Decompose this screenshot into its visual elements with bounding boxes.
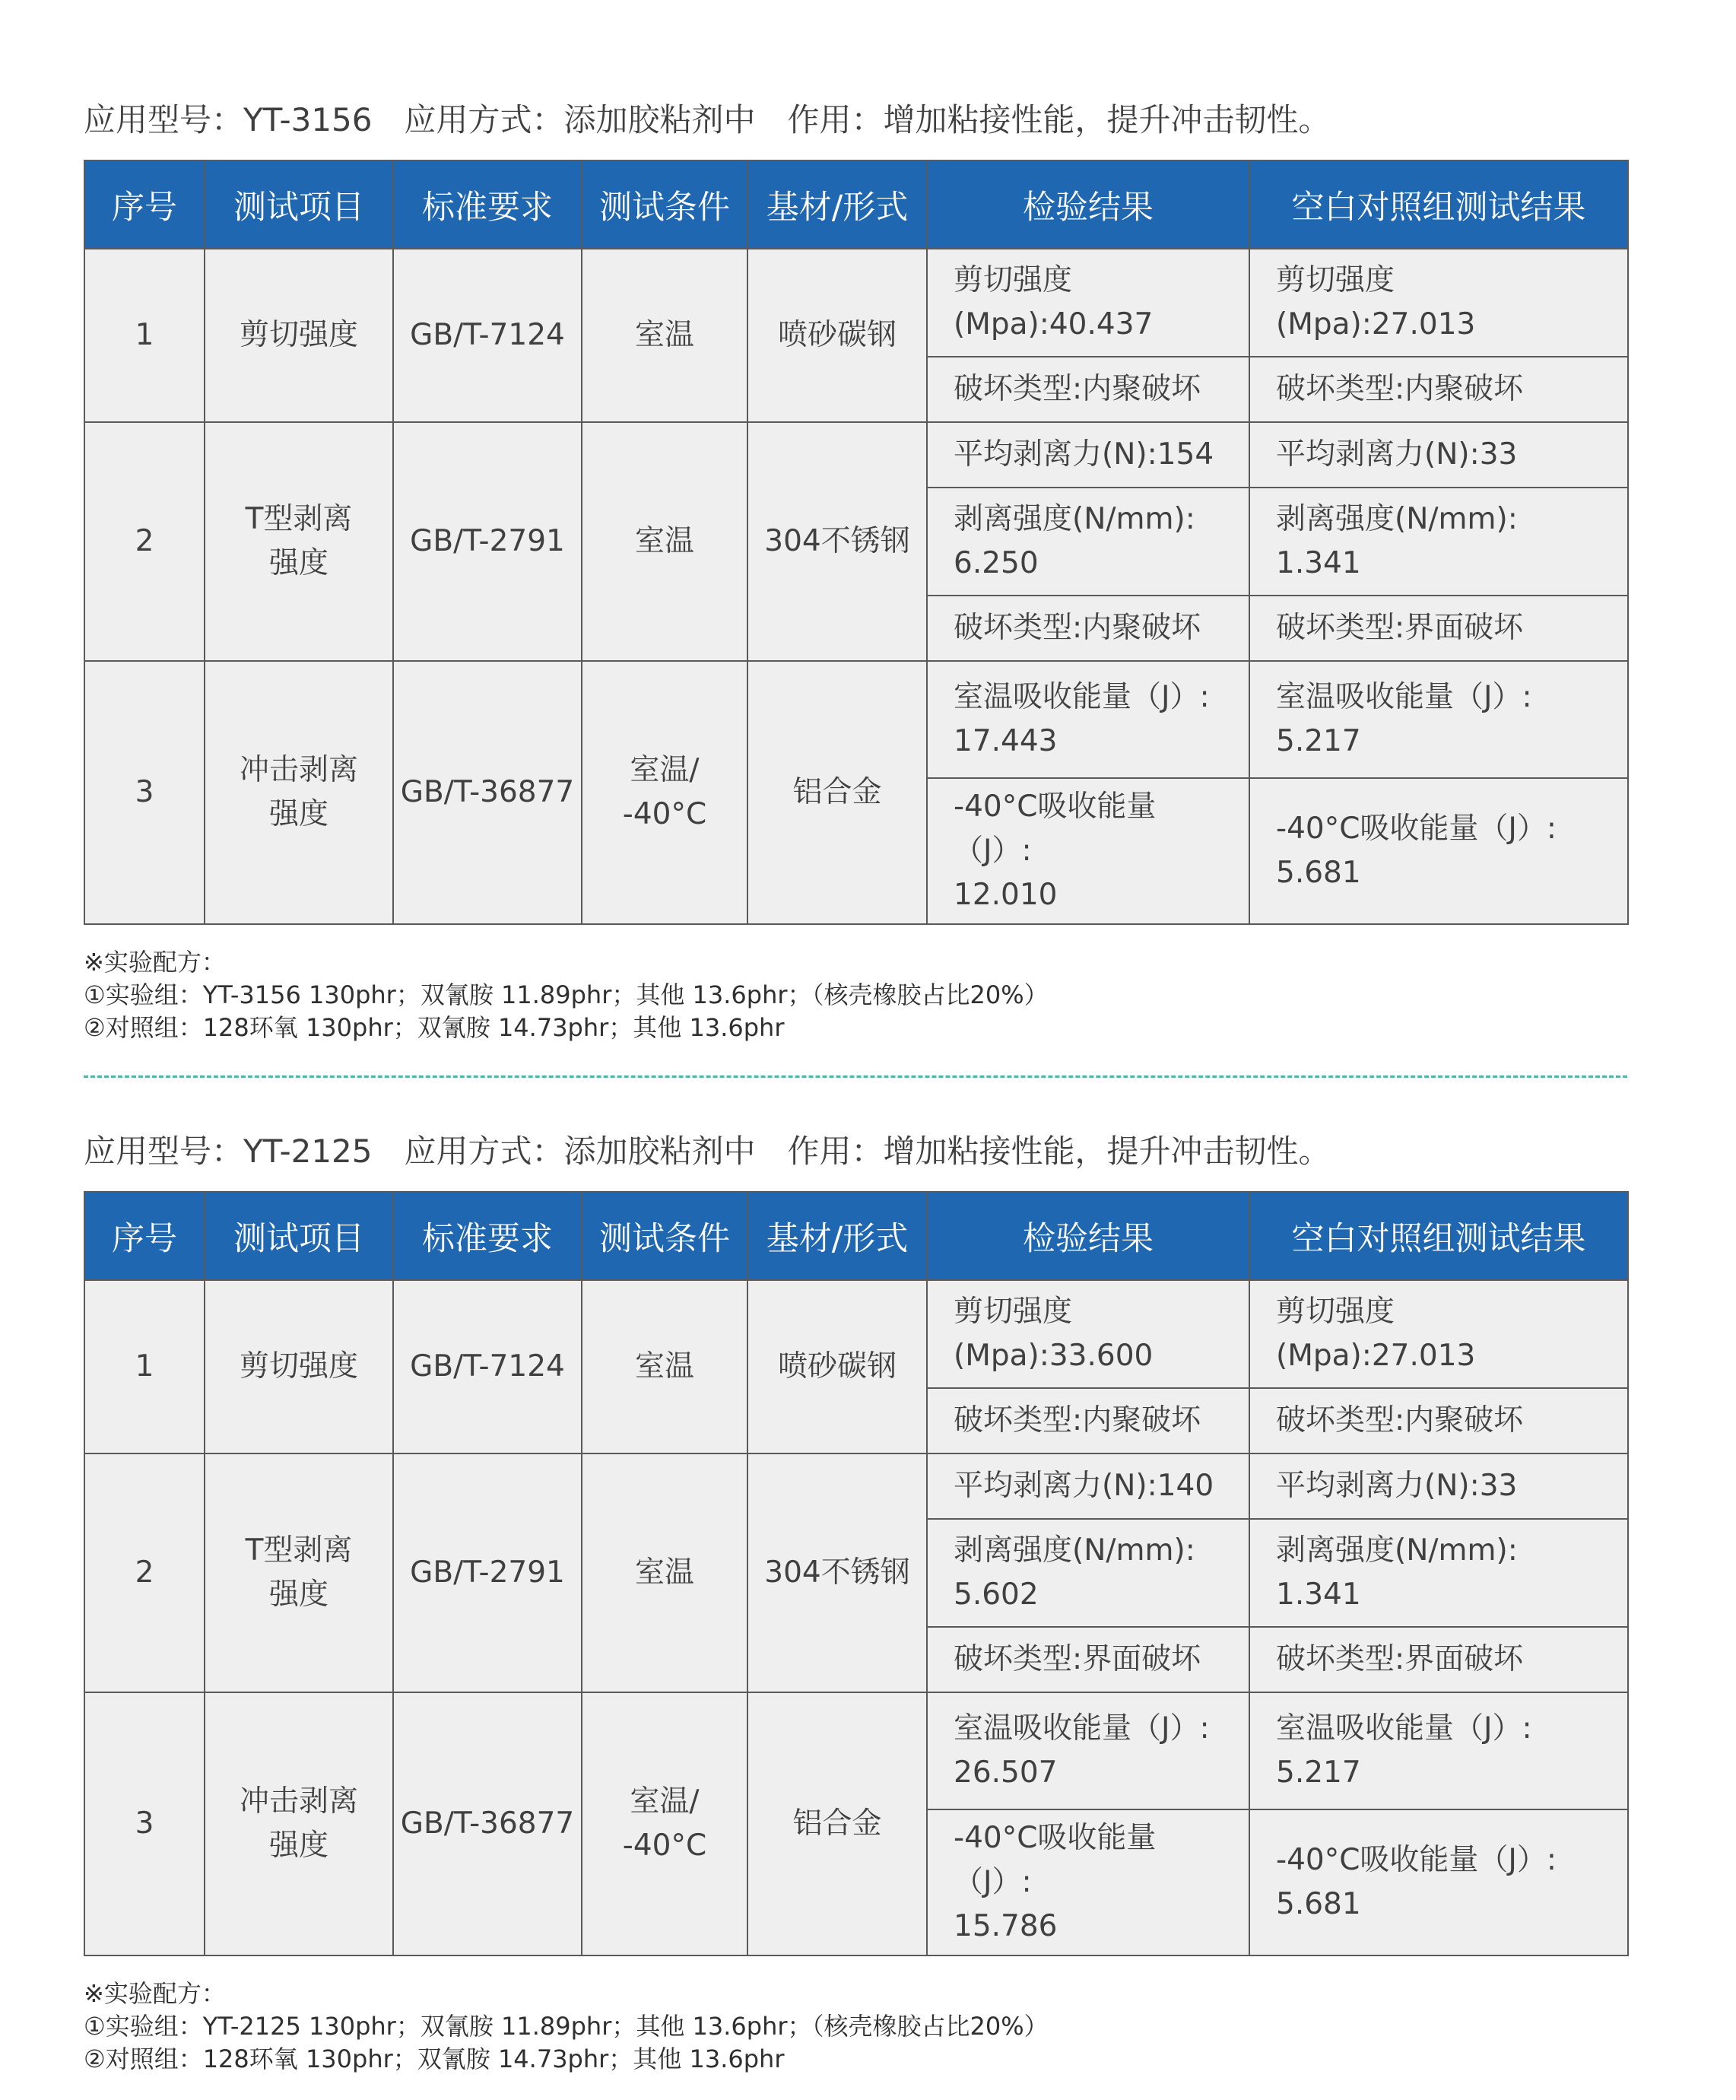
cell-substrate: 铝合金 bbox=[747, 1692, 927, 1955]
cell-control-result: 室温吸收能量（J）: 5.217 bbox=[1249, 661, 1628, 778]
cell-control-result: 剥离强度(N/mm): 1.341 bbox=[1249, 1519, 1628, 1627]
cell-control-result: 剪切强度 (Mpa):27.013 bbox=[1249, 1280, 1628, 1388]
cell-substrate: 喷砂碳钢 bbox=[747, 249, 927, 422]
cell-standard: GB/T-36877 bbox=[393, 1692, 582, 1955]
cell-control-result: 破坏类型:内聚破坏 bbox=[1249, 357, 1628, 422]
header-standard: 标准要求 bbox=[393, 1192, 582, 1280]
cell-result: 破坏类型:内聚破坏 bbox=[927, 357, 1249, 422]
cell-result: 剪切强度 (Mpa):33.600 bbox=[927, 1280, 1249, 1388]
test-section-2 bbox=[84, 1121, 1627, 2076]
cell-test-item: 冲击剥离 强度 bbox=[205, 1692, 393, 1955]
cell-condition: 室温 bbox=[582, 249, 747, 422]
header-no: 序号 bbox=[84, 160, 205, 249]
cell-result: 平均剥离力(N):154 bbox=[927, 422, 1249, 488]
cell-condition: 室温/ -40°C bbox=[582, 1692, 747, 1955]
notes-experiment-group: ①实验组：YT-2125 130phr；双氰胺 11.89phr；其他 13.6phr；（核壳橡胶占比20%） bbox=[84, 2012, 1049, 2041]
cell-control-result: 破坏类型:界面破坏 bbox=[1249, 1627, 1628, 1692]
header-control-result: 空白对照组测试结果 bbox=[1249, 1192, 1628, 1280]
cell-condition: 室温 bbox=[582, 1453, 747, 1692]
cell-result: 剥离强度(N/mm): 5.602 bbox=[927, 1519, 1249, 1627]
header-no: 序号 bbox=[84, 1192, 205, 1280]
cell-no: 1 bbox=[84, 249, 205, 422]
header-condition: 测试条件 bbox=[582, 160, 747, 249]
cell-no: 3 bbox=[84, 661, 205, 924]
header-condition: 测试条件 bbox=[582, 1192, 747, 1280]
header-control-result: 空白对照组测试结果 bbox=[1249, 160, 1628, 249]
cell-no: 2 bbox=[84, 422, 205, 661]
table-row bbox=[84, 249, 1628, 357]
cell-control-result: 室温吸收能量（J）: 5.217 bbox=[1249, 1692, 1628, 1809]
cell-result: 破坏类型:内聚破坏 bbox=[927, 1388, 1249, 1453]
cell-result: 剪切强度 (Mpa):40.437 bbox=[927, 249, 1249, 357]
cell-standard: GB/T-2791 bbox=[393, 422, 582, 661]
cell-no: 3 bbox=[84, 1692, 205, 1955]
table-header-row bbox=[84, 160, 1628, 249]
table-header-row bbox=[84, 1192, 1628, 1280]
cell-result: -40°C吸收能量（J）: 12.010 bbox=[927, 778, 1249, 924]
cell-result: 剥离强度(N/mm): 6.250 bbox=[927, 488, 1249, 596]
cell-control-result: -40°C吸收能量（J）: 5.681 bbox=[1249, 1809, 1628, 1955]
header-result: 检验结果 bbox=[927, 160, 1249, 249]
cell-result: 室温吸收能量（J）: 26.507 bbox=[927, 1692, 1249, 1809]
cell-condition: 室温 bbox=[582, 1280, 747, 1453]
notes-control-group: ②对照组：128环氧 130phr；双氰胺 14.73phr；其他 13.6phr bbox=[84, 2044, 785, 2073]
table-row bbox=[84, 661, 1628, 778]
cell-control-result: 破坏类型:界面破坏 bbox=[1249, 596, 1628, 661]
header-standard: 标准要求 bbox=[393, 160, 582, 249]
cell-result: 平均剥离力(N):140 bbox=[927, 1453, 1249, 1519]
formula-notes bbox=[84, 1978, 1627, 2076]
notes-control-group: ②对照组：128环氧 130phr；双氰胺 14.73phr；其他 13.6phr bbox=[84, 1013, 785, 1042]
header-substrate: 基材/形式 bbox=[747, 1192, 927, 1280]
section-divider bbox=[84, 1075, 1627, 1078]
test-section-1 bbox=[84, 90, 1627, 1044]
application-line: 应用型号：YT-3156 应用方式：添加胶粘剂中 作用：增加粘接性能，提升冲击韧性。 bbox=[84, 101, 1331, 138]
cell-substrate: 铝合金 bbox=[747, 661, 927, 924]
cell-control-result: 平均剥离力(N):33 bbox=[1249, 422, 1628, 488]
table-row bbox=[84, 1692, 1628, 1809]
header-test-item: 测试项目 bbox=[205, 1192, 393, 1280]
cell-result: 室温吸收能量（J）: 17.443 bbox=[927, 661, 1249, 778]
header-substrate: 基材/形式 bbox=[747, 160, 927, 249]
test-table bbox=[84, 1191, 1629, 1956]
cell-test-item: T型剥离 强度 bbox=[205, 422, 393, 661]
cell-result: 破坏类型:内聚破坏 bbox=[927, 596, 1249, 661]
cell-result: 破坏类型:界面破坏 bbox=[927, 1627, 1249, 1692]
table-row bbox=[84, 1453, 1628, 1519]
notes-title: ※实验配方： bbox=[84, 948, 226, 977]
cell-standard: GB/T-2791 bbox=[393, 1453, 582, 1692]
notes-experiment-group: ①实验组：YT-3156 130phr；双氰胺 11.89phr；其他 13.6phr；（核壳橡胶占比20%） bbox=[84, 980, 1049, 1009]
header-test-item: 测试项目 bbox=[205, 160, 393, 249]
cell-result: -40°C吸收能量（J）: 15.786 bbox=[927, 1809, 1249, 1955]
cell-standard: GB/T-36877 bbox=[393, 661, 582, 924]
cell-control-result: 剪切强度 (Mpa):27.013 bbox=[1249, 249, 1628, 357]
cell-substrate: 304不锈钢 bbox=[747, 1453, 927, 1692]
cell-control-result: 破坏类型:内聚破坏 bbox=[1249, 1388, 1628, 1453]
cell-standard: GB/T-7124 bbox=[393, 1280, 582, 1453]
formula-notes bbox=[84, 946, 1627, 1044]
cell-condition: 室温 bbox=[582, 422, 747, 661]
cell-control-result: 剥离强度(N/mm): 1.341 bbox=[1249, 488, 1628, 596]
table-row bbox=[84, 422, 1628, 488]
cell-no: 1 bbox=[84, 1280, 205, 1453]
notes-title: ※实验配方： bbox=[84, 1979, 226, 2008]
header-result: 检验结果 bbox=[927, 1192, 1249, 1280]
test-table bbox=[84, 160, 1629, 925]
cell-control-result: -40°C吸收能量（J）: 5.681 bbox=[1249, 778, 1628, 924]
cell-control-result: 平均剥离力(N):33 bbox=[1249, 1453, 1628, 1519]
application-line: 应用型号：YT-2125 应用方式：添加胶粘剂中 作用：增加粘接性能，提升冲击韧性。 bbox=[84, 1133, 1331, 1170]
cell-standard: GB/T-7124 bbox=[393, 249, 582, 422]
cell-test-item: T型剥离 强度 bbox=[205, 1453, 393, 1692]
cell-no: 2 bbox=[84, 1453, 205, 1692]
cell-test-item: 冲击剥离 强度 bbox=[205, 661, 393, 924]
cell-test-item: 剪切强度 bbox=[205, 1280, 393, 1453]
cell-substrate: 304不锈钢 bbox=[747, 422, 927, 661]
cell-test-item: 剪切强度 bbox=[205, 249, 393, 422]
cell-substrate: 喷砂碳钢 bbox=[747, 1280, 927, 1453]
cell-condition: 室温/ -40°C bbox=[582, 661, 747, 924]
table-row bbox=[84, 1280, 1628, 1388]
